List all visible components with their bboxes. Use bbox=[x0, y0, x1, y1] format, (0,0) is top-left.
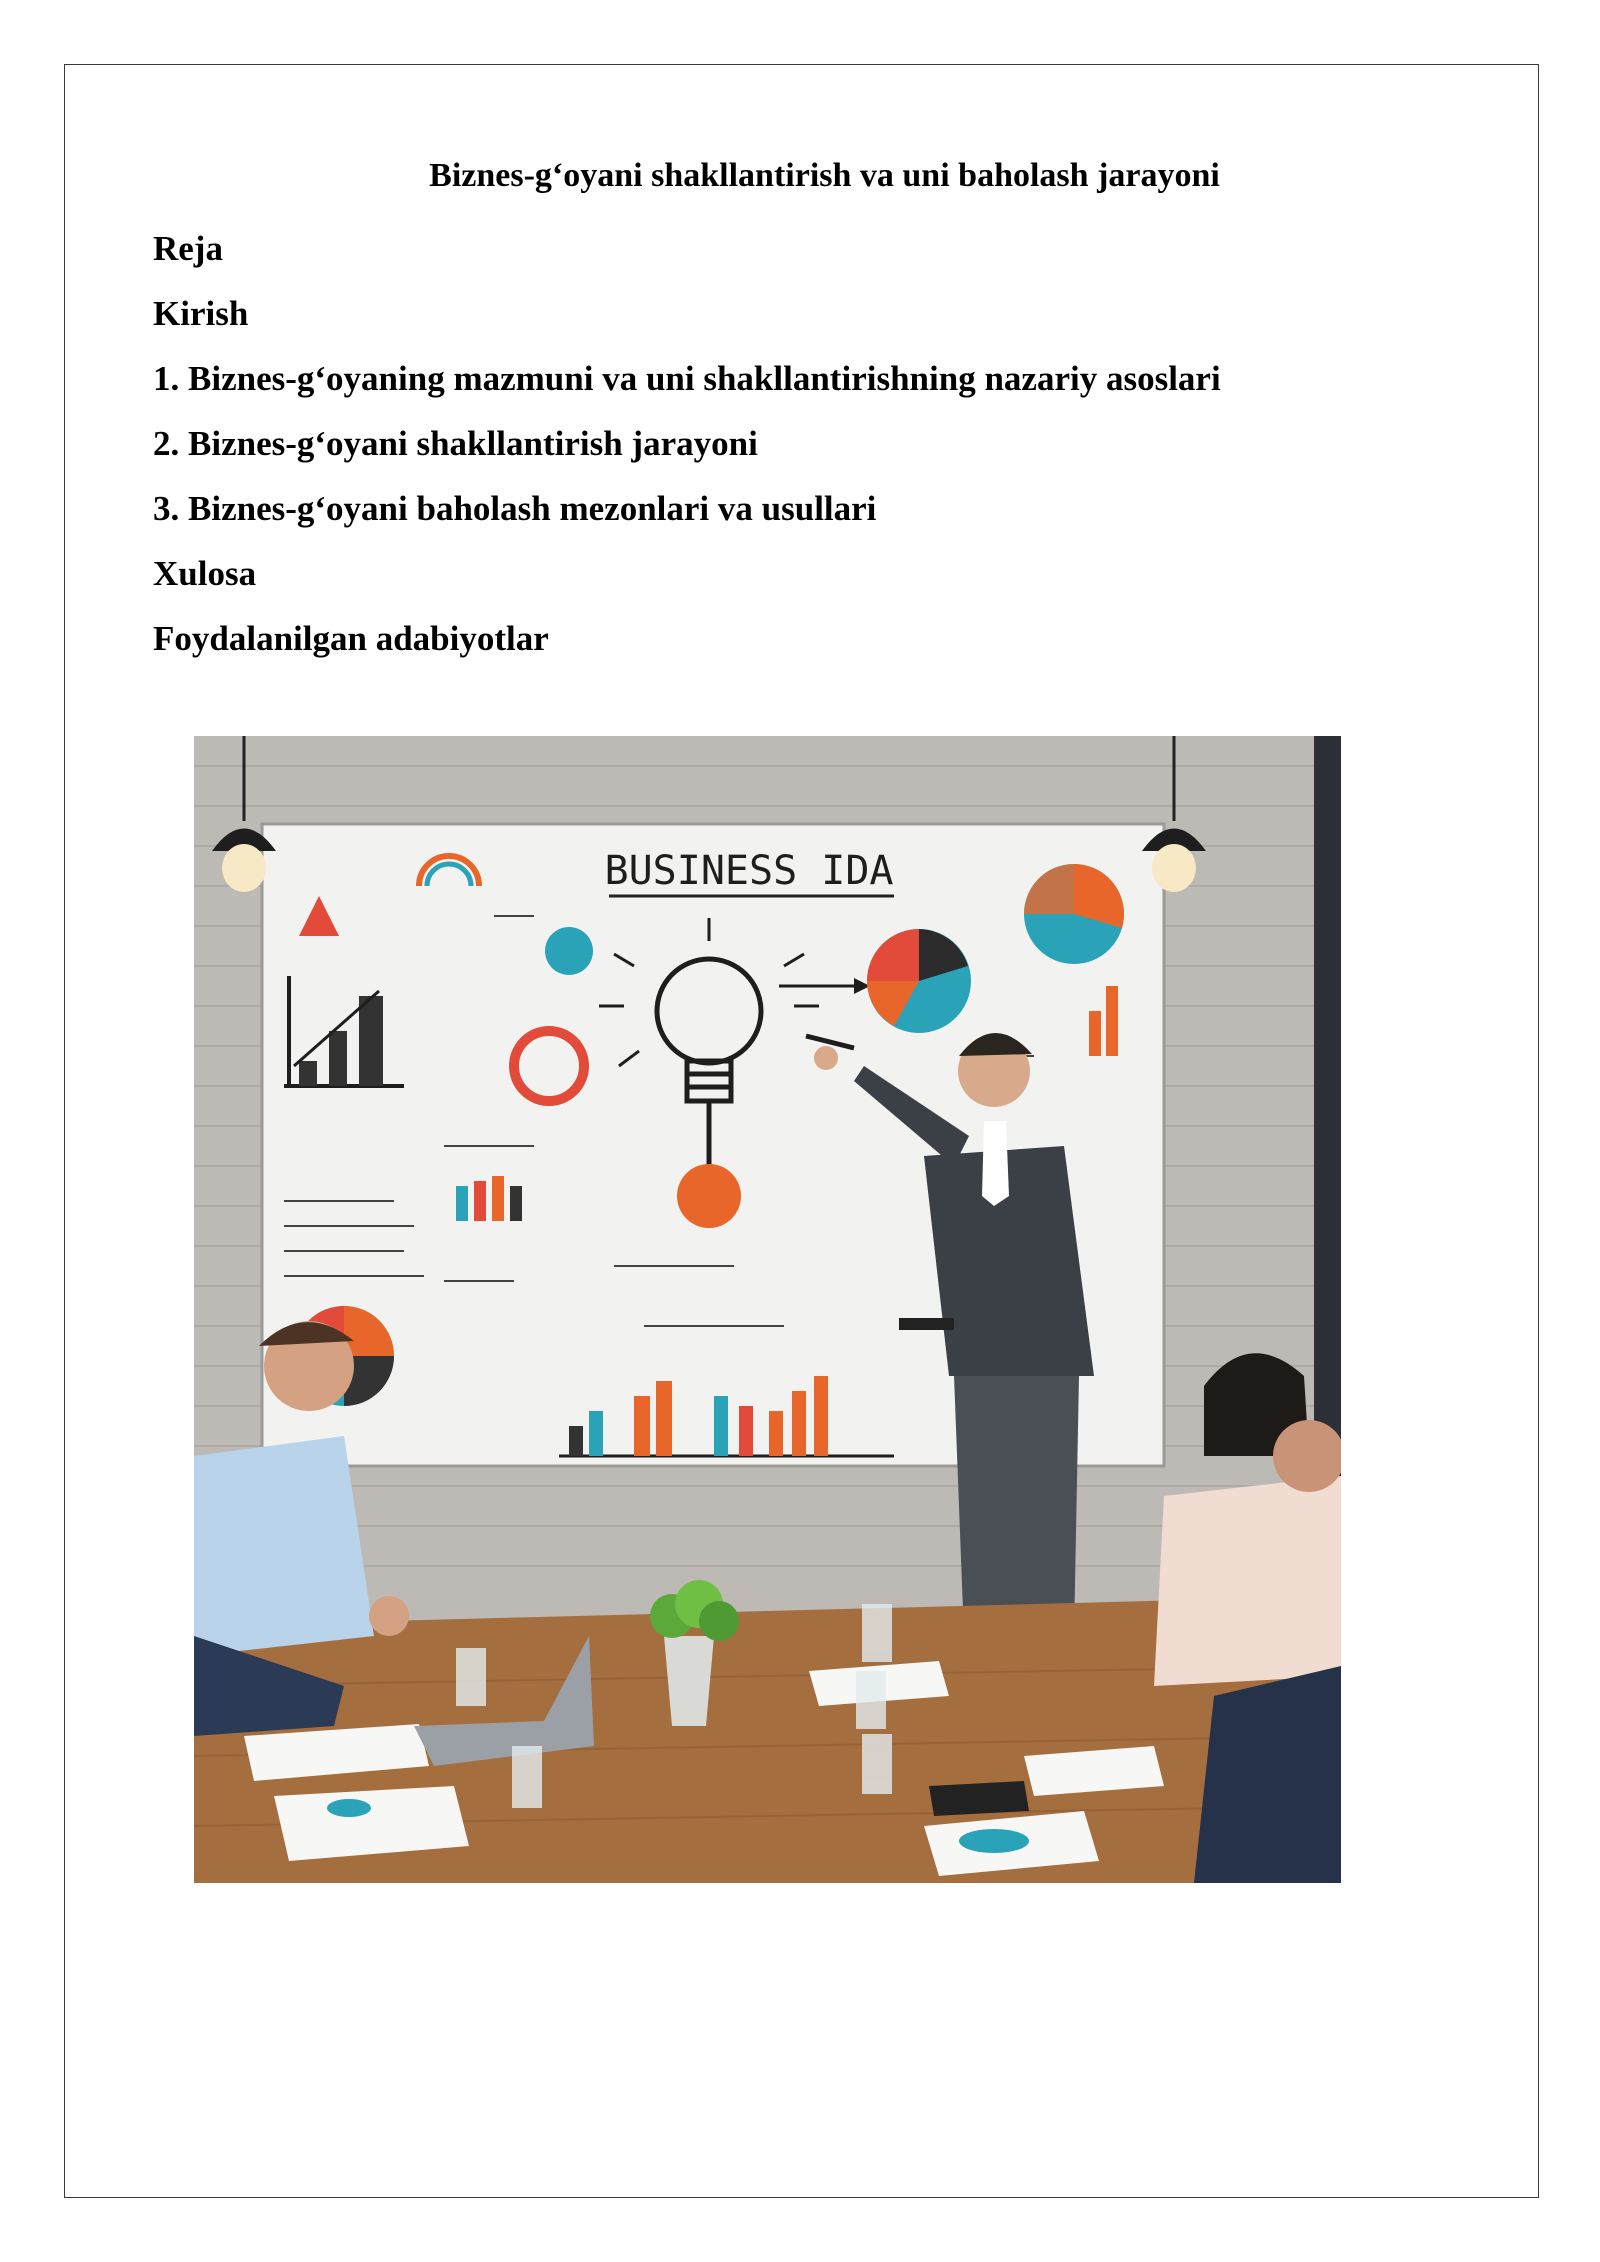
plan-heading: Reja bbox=[153, 229, 223, 268]
pie-chart-icon bbox=[867, 929, 971, 1033]
business-meeting-illustration bbox=[194, 736, 1341, 1883]
document-title: Biznes-g‘oyani shakllantirish va uni baholash jarayoni bbox=[429, 157, 1220, 194]
target-icon bbox=[545, 927, 593, 975]
plan-item-section-3: 3. Biznes-g‘oyani baholash mezonlari va usullari bbox=[153, 489, 877, 528]
circle-icon bbox=[677, 1164, 741, 1228]
plan-item-conclusion: Xulosa bbox=[153, 554, 257, 593]
phone bbox=[929, 1781, 1029, 1816]
plan-item-references: Foydalanilgan adabiyotlar bbox=[153, 619, 549, 658]
pie-chart-icon bbox=[1024, 864, 1124, 964]
board-heading: BUSINESS IDA bbox=[604, 848, 894, 894]
plan-item-section-2: 2. Biznes-g‘oyani shakllantirish jarayoni bbox=[153, 424, 758, 463]
plan-item-introduction: Kirish bbox=[153, 294, 249, 333]
document-body bbox=[153, 150, 1453, 671]
plan-item-section-1: 1. Biznes-g‘oyaning mazmuni va uni shakllantirishning nazariy asoslari bbox=[153, 359, 1221, 398]
illustration-svg bbox=[194, 736, 1341, 1883]
